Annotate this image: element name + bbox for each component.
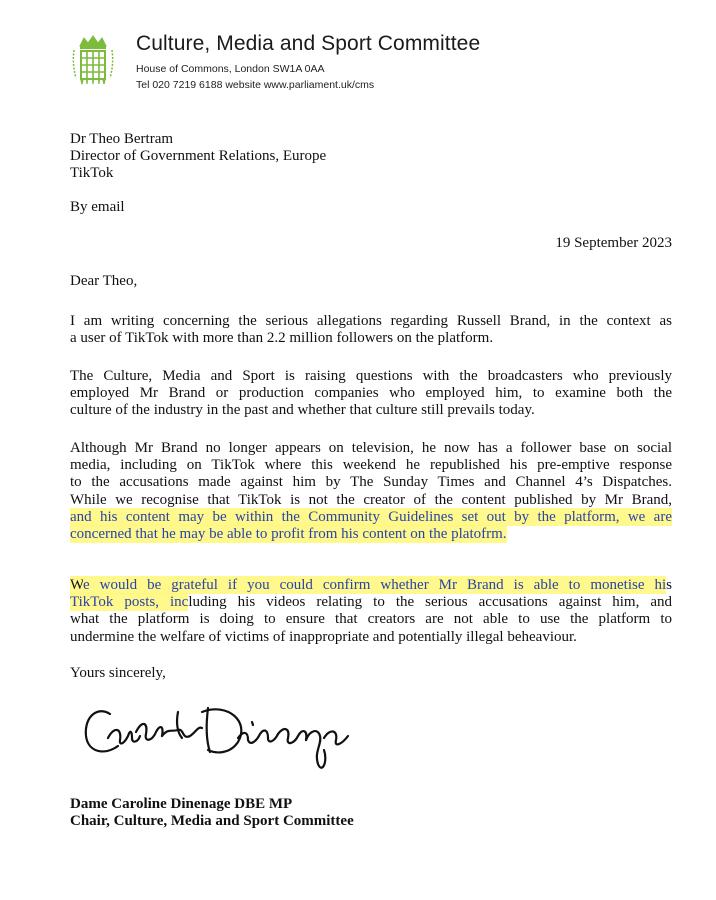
paragraph-line: employed Mr Brand or production companies who employed him, to examine both the [70, 385, 672, 402]
paragraph-2 [70, 368, 672, 420]
paragraph-line: Although Mr Brand no longer appears on television, he now has a follower base on social [70, 440, 672, 456]
highlighted-text: W [70, 577, 83, 593]
highlighted-text-blue: concerned that he may be able to profit from his content on the platofrm. [70, 526, 507, 543]
committee-contact: Tel 020 7219 6188 website www.parliament.uk/cms [136, 79, 375, 91]
paragraph-line: what the platform is doing to ensure that creators are not able to use the platform to [70, 611, 672, 628]
paragraph-line: a user of TikTok with more than 2.2 million followers on the platform. [70, 330, 494, 347]
highlighted-text: and his content may be within the Community Guidelines set out by the platform [70, 508, 616, 525]
paragraph-line: to the accusations made against him by The Sunday Times and Channel 4’s Dispatches. [70, 474, 672, 491]
recipient-name: Dr Theo Bertram [70, 131, 174, 147]
plain-text: s [666, 577, 672, 593]
recipient-block [70, 131, 326, 182]
letterhead [66, 30, 666, 100]
paragraph-line [70, 509, 672, 526]
highlighted-text-blue: e would be grateful if you could confirm whether Mr Brand is able to monetise hi [82, 577, 667, 593]
signer-role: Chair, Culture, Media and Sport Committee [70, 813, 354, 829]
paragraph-3 [70, 440, 672, 543]
paragraph-line: While we recognise that TikTok is not the creator of the content published by Mr Brand, [70, 491, 672, 508]
signer-block [70, 796, 354, 830]
recipient-organisation: TikTok [70, 165, 114, 181]
paragraph-line [70, 526, 672, 543]
committee-address: House of Commons, London SW1A 0AA [136, 63, 325, 75]
committee-name: Culture, Media and Sport Committee [136, 32, 481, 55]
delivery-method: By email [70, 199, 125, 215]
paragraph-line: media, including on TikTok where this weekend he republished his pre-emptive response [70, 457, 672, 474]
plain-text: luding his videos relating to the serious accusations against him, and [188, 594, 672, 611]
recipient-title: Director of Government Relations, Europe [70, 148, 327, 164]
portcullis-logo-icon [70, 34, 116, 86]
paragraph-line: The Culture, Media and Sport is raising questions with the broadcasters who previously [70, 368, 672, 384]
paragraph-4 [70, 577, 672, 646]
paragraph-1 [70, 313, 672, 347]
handwritten-signature [78, 692, 368, 782]
paragraph-line: undermine the welfare of victims of inappropriate and potentially illegal beheaviour. [70, 628, 577, 645]
paragraph-line: I am writing concerning the serious allegations regarding Russell Brand, in the context as [70, 313, 672, 329]
salutation: Dear Theo, [70, 273, 138, 289]
signer-name: Dame Caroline Dinenage DBE MP [70, 796, 293, 812]
highlighted-text-blue: , we are [615, 508, 672, 525]
highlighted-text-blue: TikTok posts, inc [70, 594, 189, 611]
closing: Yours sincerely, [70, 665, 166, 681]
paragraph-line [70, 577, 672, 594]
paragraph-line: culture of the industry in the past and whether that culture still prevails today. [70, 402, 535, 419]
letter-date: 19 September 2023 [555, 235, 672, 251]
paragraph-line [70, 594, 672, 611]
